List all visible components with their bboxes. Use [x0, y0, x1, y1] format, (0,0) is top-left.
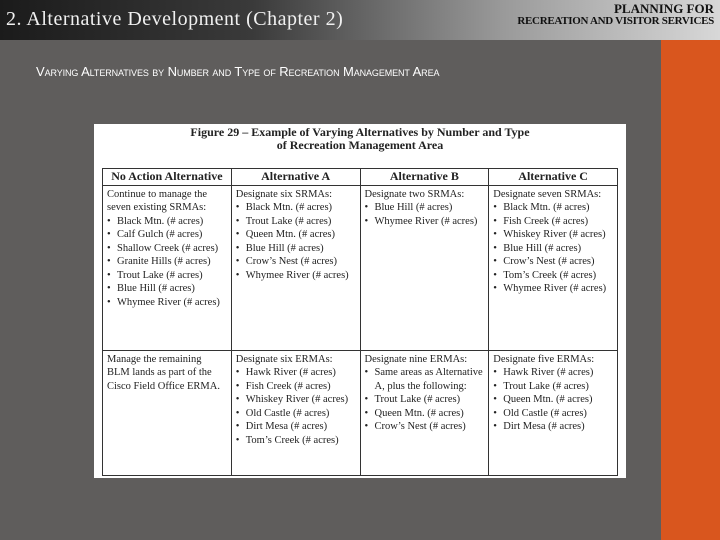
list-item: • Whymee River (# acres)	[365, 215, 485, 229]
figure-title	[94, 126, 626, 152]
list-item: • Tom’s Creek (# acres)	[493, 269, 613, 283]
cell-intro: Designate seven SRMAs:	[493, 188, 602, 200]
column-header: Alternative C	[489, 169, 618, 186]
table-cell	[360, 185, 489, 350]
list-item: • Crow’s Nest (# acres)	[365, 420, 485, 434]
list-item: • Trout Lake (# acres)	[236, 215, 356, 229]
cell-list	[236, 201, 356, 282]
list-item: • Hawk River (# acres)	[236, 366, 356, 380]
brand-line-1: PLANNING FOR	[613, 1, 714, 16]
cell-intro: Designate five ERMAs:	[493, 353, 595, 365]
list-item: • Whymee River (# acres)	[236, 269, 356, 283]
list-item: • Black Mtn. (# acres)	[493, 201, 613, 215]
cell-intro: Designate six SRMAs:	[235, 188, 333, 200]
list-item: • Trout Lake (# acres)	[107, 269, 227, 283]
table-cell	[489, 185, 618, 350]
list-item: • Trout Lake (# acres)	[493, 380, 613, 394]
list-item: • Whymee River (# acres)	[493, 282, 613, 296]
list-item: • Granite Hills (# acres)	[107, 255, 227, 269]
table-cell	[231, 350, 360, 475]
alternatives-table	[102, 168, 618, 476]
column-header: Alternative B	[360, 169, 489, 186]
table-cell	[489, 350, 618, 475]
list-item: • Blue Hill (# acres)	[236, 242, 356, 256]
list-item: • Queen Mtn. (# acres)	[493, 393, 613, 407]
list-item: • Fish Creek (# acres)	[493, 215, 613, 229]
figure-title-line-2: of Recreation Management Area	[276, 138, 444, 152]
list-item: • Old Castle (# acres)	[236, 407, 356, 421]
cell-list	[365, 201, 485, 228]
cell-list	[493, 366, 613, 434]
cell-intro: Designate six ERMAs:	[235, 353, 333, 365]
list-item: • Queen Mtn. (# acres)	[236, 228, 356, 242]
list-item: • Blue Hill (# acres)	[493, 242, 613, 256]
cell-list	[107, 215, 227, 310]
cell-list	[236, 366, 356, 447]
list-item: • Crow’s Nest (# acres)	[493, 255, 613, 269]
table-cell	[103, 350, 232, 475]
cell-intro: Manage the remaining BLM lands as part of the Cisco Field Office ERMA.	[107, 353, 220, 392]
column-header: Alternative A	[231, 169, 360, 186]
list-item: • Dirt Mesa (# acres)	[493, 420, 613, 434]
list-item: • Old Castle (# acres)	[493, 407, 613, 421]
list-item: • Blue Hill (# acres)	[365, 201, 485, 215]
figure-title-line-1: Figure 29 – Example of Varying Alternatives by Number and Type	[190, 125, 530, 139]
list-item: • Crow’s Nest (# acres)	[236, 255, 356, 269]
table-cell	[360, 350, 489, 475]
list-item: • Dirt Mesa (# acres)	[236, 420, 356, 434]
list-item: • Queen Mtn. (# acres)	[365, 407, 485, 421]
list-item: • Calf Gulch (# acres)	[107, 228, 227, 242]
cell-list	[493, 201, 613, 296]
table-cell	[231, 185, 360, 350]
figure-image	[94, 124, 626, 478]
brand-logo	[517, 2, 714, 27]
accent-bar	[661, 40, 720, 540]
cell-list	[365, 366, 485, 434]
brand-line-2: RECREATION AND VISITOR SERVICES	[517, 14, 714, 27]
list-item: • Same areas as Alternative A, plus the following:	[365, 366, 485, 393]
list-item: • Trout Lake (# acres)	[365, 393, 485, 407]
cell-intro: Continue to manage the seven existing SRMAs:	[107, 188, 208, 213]
list-item: • Tom’s Creek (# acres)	[236, 434, 356, 448]
cell-intro: Designate two SRMAs:	[364, 188, 465, 200]
list-item: • Hawk River (# acres)	[493, 366, 613, 380]
cell-intro: Designate nine ERMAs:	[364, 353, 468, 365]
slide-subtitle: Varying Alternatives by Number and Type of Recreation Management Area	[36, 64, 440, 79]
list-item: • Black Mtn. (# acres)	[107, 215, 227, 229]
table-cell	[103, 185, 232, 350]
list-item: • Whiskey River (# acres)	[236, 393, 356, 407]
list-item: • Blue Hill (# acres)	[107, 282, 227, 296]
table-row	[103, 185, 618, 350]
list-item: • Whiskey River (# acres)	[493, 228, 613, 242]
column-header: No Action Alternative	[103, 169, 232, 186]
list-item: • Shallow Creek (# acres)	[107, 242, 227, 256]
slide-title: 2. Alternative Development (Chapter 2)	[6, 8, 344, 30]
list-item: • Black Mtn. (# acres)	[236, 201, 356, 215]
table-row	[103, 350, 618, 475]
list-item: • Fish Creek (# acres)	[236, 380, 356, 394]
list-item: • Whymee River (# acres)	[107, 296, 227, 310]
